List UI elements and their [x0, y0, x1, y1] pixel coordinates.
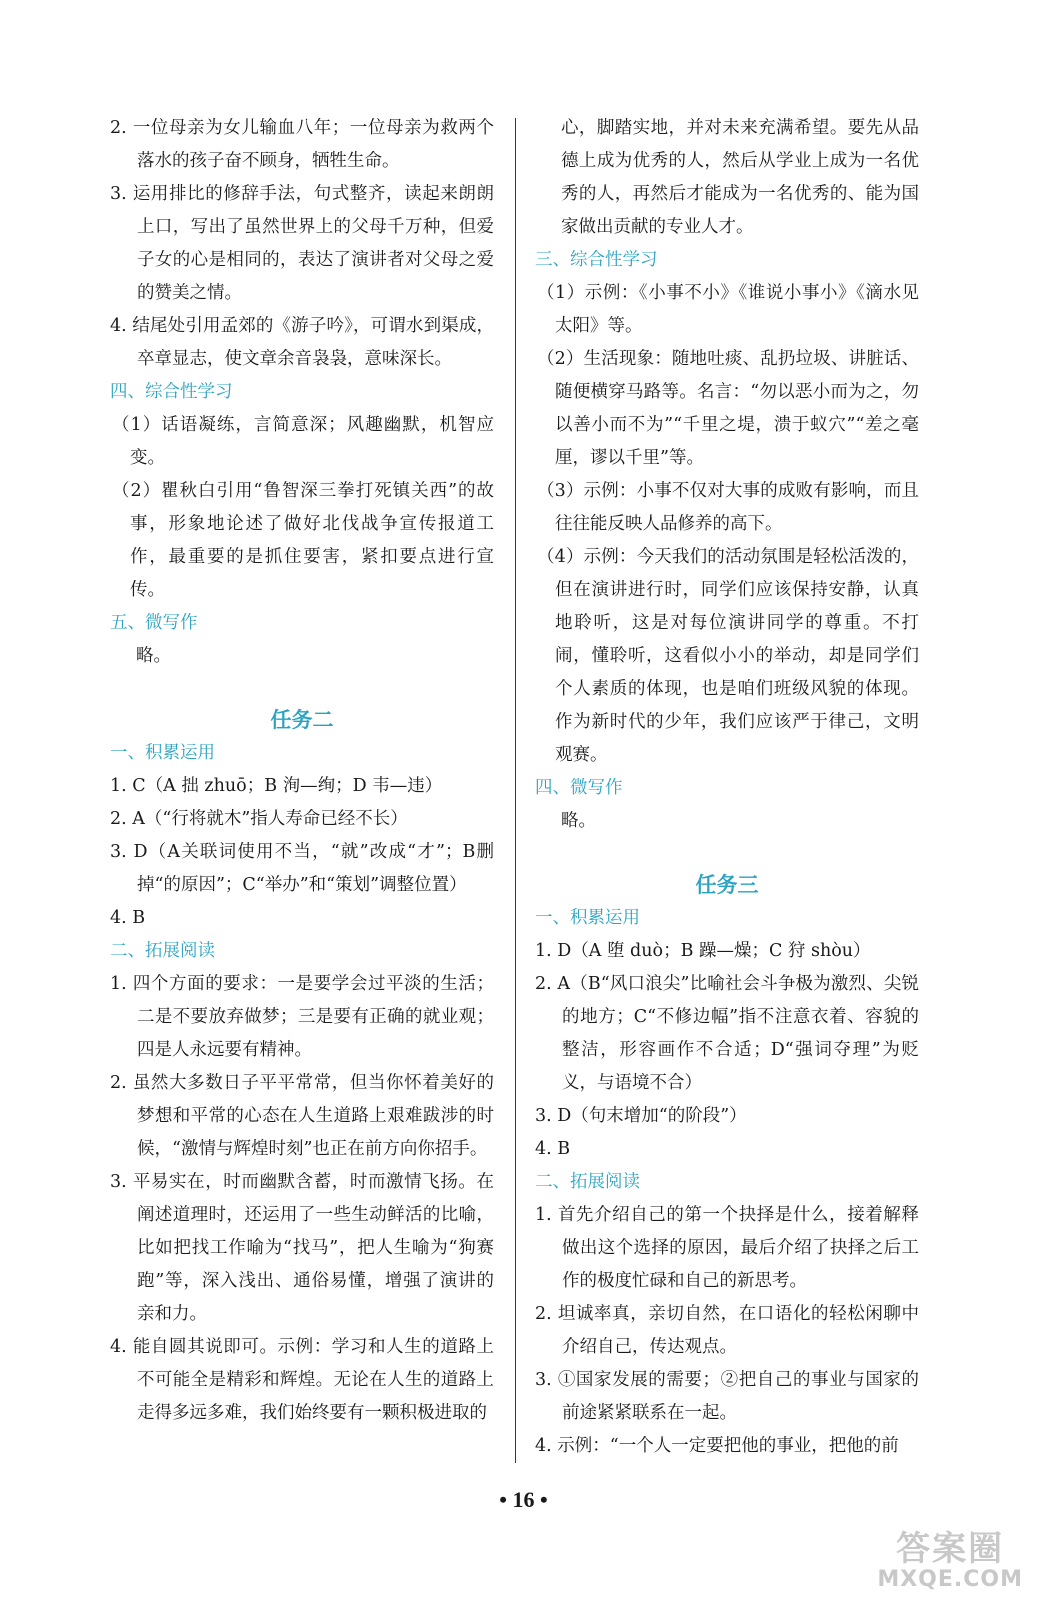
watermark-url: MXQE.COM [877, 1567, 1023, 1592]
answer-text: 略。 [136, 646, 171, 666]
answer-item: 1. 首先介绍自己的第一个抉择是什么，接着解释做出这个选择的原因，最后介绍了抉择之后工作的极度忙碌和自己的新思考。 [535, 1205, 919, 1291]
answer-item: 4. 示例：“一个人一定要把他的事业，把他的前 [535, 1436, 899, 1456]
answer-item: 4. 能自圆其说即可。示例：学习和人生的道路上不可能全是精彩和辉煌。无论在人生的道路上走得多远多难，我们始终要有一颗积极进取的 [110, 1337, 494, 1423]
answer-item: 4. B [110, 908, 146, 928]
answer-item: 1. D（A 堕 duò；B 躁—燥；C 狩 shòu） [535, 941, 871, 961]
right-column [535, 112, 919, 1463]
section-heading: 三、综合性学习 [535, 250, 658, 270]
sub-answer: （2）生活现象：随地吐痰、乱扔垃圾、讲脏话、随便横穿马路等。名言：“勿以恶小而为之，勿以善小而不为”“千里之堤，溃于蚁穴”“差之毫厘，谬以千里”等。 [537, 349, 919, 468]
answer-item: 1. 四个方面的要求：一是要学会过平淡的生活；二是不要放弃做梦；三是要有正确的就业观；四是人永远要有精神。 [110, 974, 494, 1060]
task-title: 任务三 [695, 873, 759, 897]
sub-answer: （2）瞿秋白引用“鲁智深三拳打死镇关西”的故事，形象地论述了做好北伐战争宣传报道工作，最重要的是抓住要害，紧扣要点进行宣传。 [112, 481, 494, 600]
section-heading: 一、积累运用 [110, 743, 215, 763]
left-column [110, 112, 494, 1430]
page-number: • 16 • [499, 1487, 548, 1512]
sub-answer: （3）示例：小事不仅对大事的成败有影响，而且往往能反映人品修养的高下。 [537, 481, 919, 534]
answer-item: 3. 平易实在，时而幽默含蓄，时而激情飞扬。在阐述道理时，还运用了一些生动鲜活的比喻，比如把找工作喻为“找马”，把人生喻为“狗赛跑”等，深入浅出、通俗易懂，增强了演讲的亲和力。 [110, 1172, 494, 1324]
section-heading: 五、微写作 [110, 613, 198, 633]
task-title: 任务二 [270, 708, 334, 732]
answer-item: 3. D（句末增加“的阶段”） [535, 1106, 747, 1126]
watermark-logo [877, 1530, 1023, 1592]
answer-text: 心，脚踏实地，并对未来充满希望。要先从品德上成为优秀的人，然后从学业上成为一名优秀的人，再然后才能成为一名优秀的、能为国家做出贡献的专业人才。 [561, 118, 919, 237]
answer-item: 2. 虽然大多数日子平平常常，但当你怀着美好的梦想和平常的心态在人生道路上艰难跋涉的时候，“激情与辉煌时刻”也正在前方向你招手。 [110, 1073, 494, 1159]
column-divider [515, 118, 516, 1463]
answer-item: 2. A（“行将就木”指人寿命已经不长） [110, 809, 408, 829]
section-heading: 一、积累运用 [535, 908, 640, 928]
section-heading: 四、综合性学习 [110, 382, 233, 402]
answer-item: 3. 运用排比的修辞手法，句式整齐，读起来朗朗上口，写出了虽然世界上的父母千万种，但爱子女的心是相同的，表达了演讲者对父母之爱的赞美之情。 [110, 184, 494, 303]
answer-item: 2. 坦诚率真，亲切自然，在口语化的轻松闲聊中介绍自己，传达观点。 [535, 1304, 919, 1357]
answer-item: 3. D（A关联词使用不当，“就”改成“才”；B删掉“的原因”；C“举办”和“策划”调整位置） [110, 842, 494, 895]
section-heading: 四、微写作 [535, 778, 623, 798]
section-heading: 二、拓展阅读 [535, 1172, 640, 1192]
answer-item: 3. ①国家发展的需要；②把自己的事业与国家的前途紧紧联系在一起。 [535, 1370, 919, 1423]
answer-item: 1. C（A 拙 zhuō；B 洵—绚；D 韦—违） [110, 776, 443, 796]
answer-item: 4. 结尾处引用孟郊的《游子吟》，可谓水到渠成，卒章显志，使文章余音袅袅，意味深长。 [110, 316, 494, 369]
section-heading: 二、拓展阅读 [110, 941, 215, 961]
sub-answer: （4）示例：今天我们的活动氛围是轻松活泼的，但在演讲进行时，同学们应该保持安静，认真地聆听，这是对每位演讲同学的尊重。不打闹，懂聆听，这看似小小的举动，却是同学们个人素质的体现，也是咱们班级风貌的体现。作为新时代的少年，我们应该严于律己，文明观赛。 [537, 547, 919, 765]
sub-answer: （1）示例：《小事不小》《谁说小事小》《滴水见太阳》等。 [537, 283, 919, 336]
watermark-text: 答案圈 [896, 1529, 1005, 1569]
answer-text: 略。 [561, 811, 596, 831]
answer-item: 4. B [535, 1139, 571, 1159]
sub-answer: （1）话语凝练，言简意深；风趣幽默，机智应变。 [112, 415, 494, 468]
answer-item: 2. A（B“风口浪尖”比喻社会斗争极为激烈、尖锐的地方；C“不修边幅”指不注意衣着、容貌的整洁，形容画作不合适；D“强词夺理”为贬义，与语境不合） [535, 974, 919, 1093]
answer-item: 2. 一位母亲为女儿输血八年；一位母亲为救两个落水的孩子奋不顾身，牺牲生命。 [110, 118, 494, 171]
